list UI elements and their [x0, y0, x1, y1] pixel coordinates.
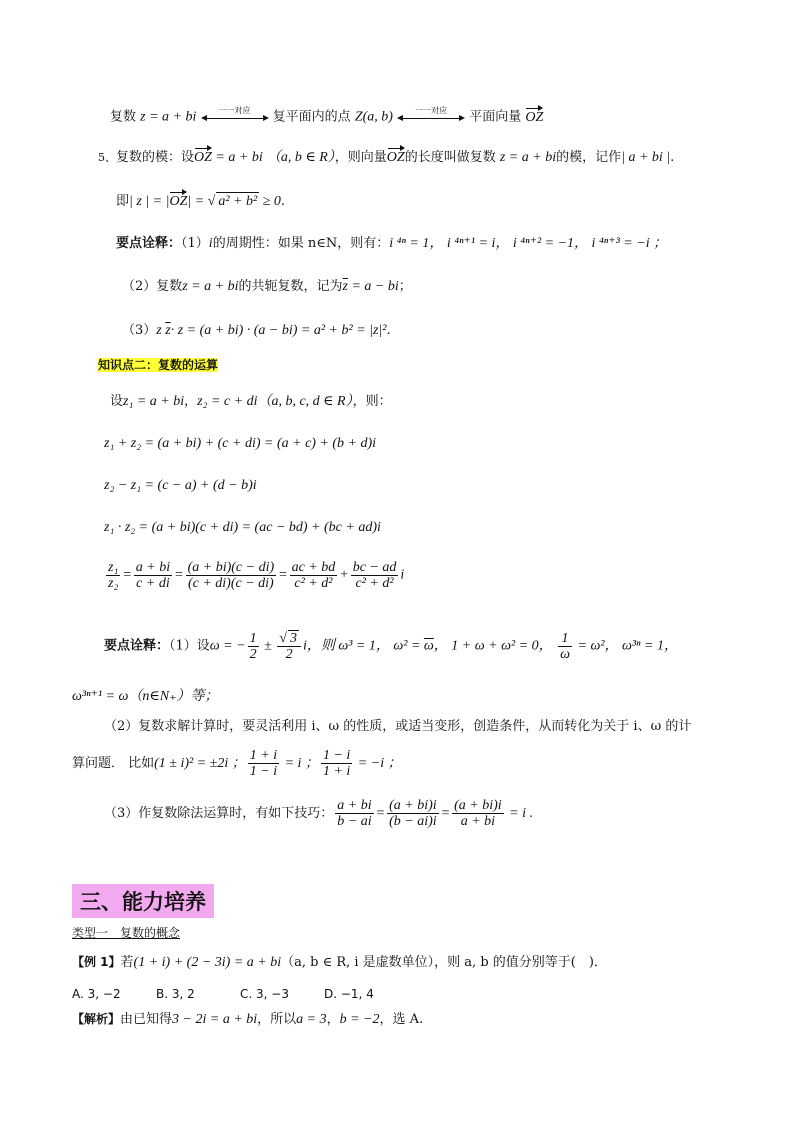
math-zbar: $\overline{z}$ — [342, 279, 348, 294]
eq-div: $\frac{\text{z₁}}{\text{z₂}}$ = $\frac{a + bi}{c + di}$ = $\frac{(a + bi)(c - di)}{(c + di)(c - di)}$ = $\frac{ac + bd}{\text{c² + d²}}$ + $\frac{bc - ad}{\text{c² + d²}}$ i — [108, 560, 405, 591]
correspondence-line — [110, 108, 543, 127]
text: （1）设 — [169, 638, 210, 654]
math: = a + bi — [211, 150, 263, 165]
text: 由已知得 — [120, 1012, 173, 1027]
math: · z = (a + bi) · (a − bi) = a² + b² = |z|² — [170, 323, 387, 338]
vector-oz: OZ — [169, 194, 188, 209]
text: 设 — [110, 394, 124, 409]
example-label: 【例 1】 — [72, 955, 121, 969]
math: = i . — [505, 806, 533, 821]
text: 复平面内的点 — [272, 109, 351, 125]
heading-text: 知识点二：复数的运算 — [98, 358, 219, 372]
math: z₂ = c + di — [197, 394, 258, 409]
math: i — [208, 236, 213, 251]
eq-add: z₁ + z₂ = (a + bi) + (c + di) = (a + c) + (b + d)i — [104, 436, 377, 451]
text: 的共轭复数，记为 — [238, 279, 343, 294]
text: 算问题． 比如 — [72, 756, 155, 771]
double-arrow-icon: 一一对应 — [201, 108, 269, 126]
math-cond: （a, b ∈ R） — [266, 150, 335, 165]
note-omega: 要点诠释：（1）设ω = − $\frac{1}{2}$ ± $\frac{√ 3}{2}$ i，则 ω³ = 1， $\omega^2 = \overline{\omega}$， 1 + ω + ω² = 0， $\frac{1}{\omega}$ = ω²， ω³ⁿ = 1， — [104, 630, 678, 662]
text: 若 — [120, 955, 134, 970]
note-label: 要点诠释： — [116, 236, 182, 251]
math-z: z = a + bi — [140, 109, 197, 125]
option-c: C. 3, −3 — [240, 987, 289, 1001]
modulus-formula: 即| z | = |OZ| = √ a² + b² ≥ 0. — [116, 194, 286, 209]
math: (1 + i) + (2 − 3i) = a + bi — [133, 955, 282, 970]
section-heading: 三、能力培养 — [72, 884, 214, 918]
note-label: 要点诠释： — [104, 638, 170, 654]
text: 的长度叫做复数 — [404, 150, 496, 165]
double-arrow-icon: 一一对应 — [397, 108, 465, 126]
vector-oz: OZ — [194, 150, 212, 165]
math: z = a + bi — [182, 279, 239, 294]
math: = a − bi — [347, 279, 399, 294]
note-division-trick: （3）作复数除法运算时，有如下技巧： $\frac{a + bi}{b - ai}$ = $\frac{(a + bi)i}{(b - ai)i}$ = $\frac{(a + bi)i}{a + bi}$ = i . — [104, 798, 533, 829]
math-omega-bar: $\overline{\omega}$ — [423, 638, 434, 654]
math: | a + bi | — [621, 150, 671, 165]
knowledge-point-heading — [98, 356, 218, 375]
option-a: A. 3, −2 — [72, 987, 121, 1001]
math: ， 1 + ω + ω² = 0， — [433, 638, 557, 654]
text: （3） — [122, 323, 157, 338]
eq-mul: z₁ · z₂ = (a + bi)(c + di) = (ac − bd) + (bc + ad)i — [104, 520, 381, 535]
solution-label: 【解析】 — [72, 1012, 121, 1026]
text: ，所以 — [257, 1012, 297, 1027]
text: 复数 — [110, 109, 137, 125]
math-radicand: a² + b² — [218, 194, 258, 209]
math: z = a + bi — [499, 150, 557, 165]
text: （3）作复数除法运算时，有如下技巧： — [104, 806, 334, 821]
setup-line — [110, 393, 392, 411]
note-period — [116, 235, 667, 253]
math-point: Z(a, b) — [354, 109, 393, 125]
solution-1 — [72, 1010, 423, 1029]
option-d: D. −1, 4 — [324, 987, 374, 1001]
text: . — [386, 323, 391, 338]
vector-oz: OZ — [525, 109, 544, 125]
text: ，则向量 — [334, 150, 387, 165]
math: = i ； — [281, 756, 319, 771]
text: 平面向量 — [469, 109, 522, 125]
math: i ⁴ⁿ = 1， i ⁴ⁿ⁺¹ = i， i ⁴ⁿ⁺² = −1， i ⁴ⁿ⁺³ = −i ； — [389, 236, 668, 251]
math: b = −2 — [339, 1012, 380, 1027]
note-conjugate — [122, 278, 412, 296]
math: ± — [260, 638, 276, 654]
note-solving-cont: 算问题． 比如(1 ± i)² = ±2i ； $\frac{1 + i}{1 - i}$ = i ； $\frac{1 - i}{1 + i}$ = −i ； — [72, 748, 402, 779]
type-heading: 类型一 复数的概念 — [72, 926, 181, 940]
math-zbar: $\overline{z}$ — [165, 323, 171, 338]
text: . — [670, 150, 675, 165]
math: （a, b, c, d ∈ R） — [257, 394, 353, 409]
options-row — [72, 985, 408, 1003]
math: i — [302, 638, 307, 654]
math-z: z — [156, 323, 162, 338]
text: 的周期性：如果 n∈N，则有： — [212, 236, 390, 251]
note-solving: （2）复数求解计算时，要灵活利用 i、ω 的性质，或适当变形，创造条件，从而转化为关于 i、ω 的计 — [104, 719, 692, 734]
vector-oz: OZ — [386, 150, 405, 165]
note-product — [122, 322, 391, 340]
text: ，选 A. — [379, 1012, 424, 1027]
math: | z | = | — [129, 194, 170, 209]
math: = −i ； — [354, 756, 402, 771]
text: ， — [184, 394, 198, 409]
text: （a, b ∈ R, i 是虚数单位），则 a, b 的值分别等于( )． — [281, 955, 607, 970]
math: a = 3 — [296, 1012, 327, 1027]
text: 复数的模：设 — [116, 150, 195, 165]
math: z₁ = a + bi — [123, 394, 185, 409]
option-b: B. 3, 2 — [156, 987, 195, 1001]
text: ，则： — [352, 394, 392, 409]
math: ≥ 0 — [259, 194, 281, 209]
math: ，则 ω³ = 1， ω² = — [306, 638, 424, 654]
math: | = — [187, 194, 208, 209]
item-number: 5、 — [98, 151, 116, 164]
text: （2）复数 — [122, 279, 183, 294]
eq-sub: z₂ − z₁ = (c − a) + (d − b)i — [104, 478, 257, 493]
modulus-definition — [98, 149, 674, 167]
example-1 — [72, 953, 607, 972]
text: 的模，记作 — [556, 150, 622, 165]
note-omega-cont: ω³ⁿ⁺¹ = ω（n∈N₊）等； — [72, 689, 219, 704]
math: = ω²， ω³ⁿ = 1， — [574, 638, 678, 654]
math: ω = − — [209, 638, 246, 654]
text: . — [280, 194, 286, 209]
text: ， — [326, 1012, 340, 1027]
text: 即 — [116, 194, 130, 209]
text: ； — [398, 279, 412, 294]
math: (1 ± i)² = ±2i ； — [154, 756, 246, 771]
text: （1） — [181, 236, 209, 251]
math: 3 − 2i = a + bi — [172, 1012, 258, 1027]
